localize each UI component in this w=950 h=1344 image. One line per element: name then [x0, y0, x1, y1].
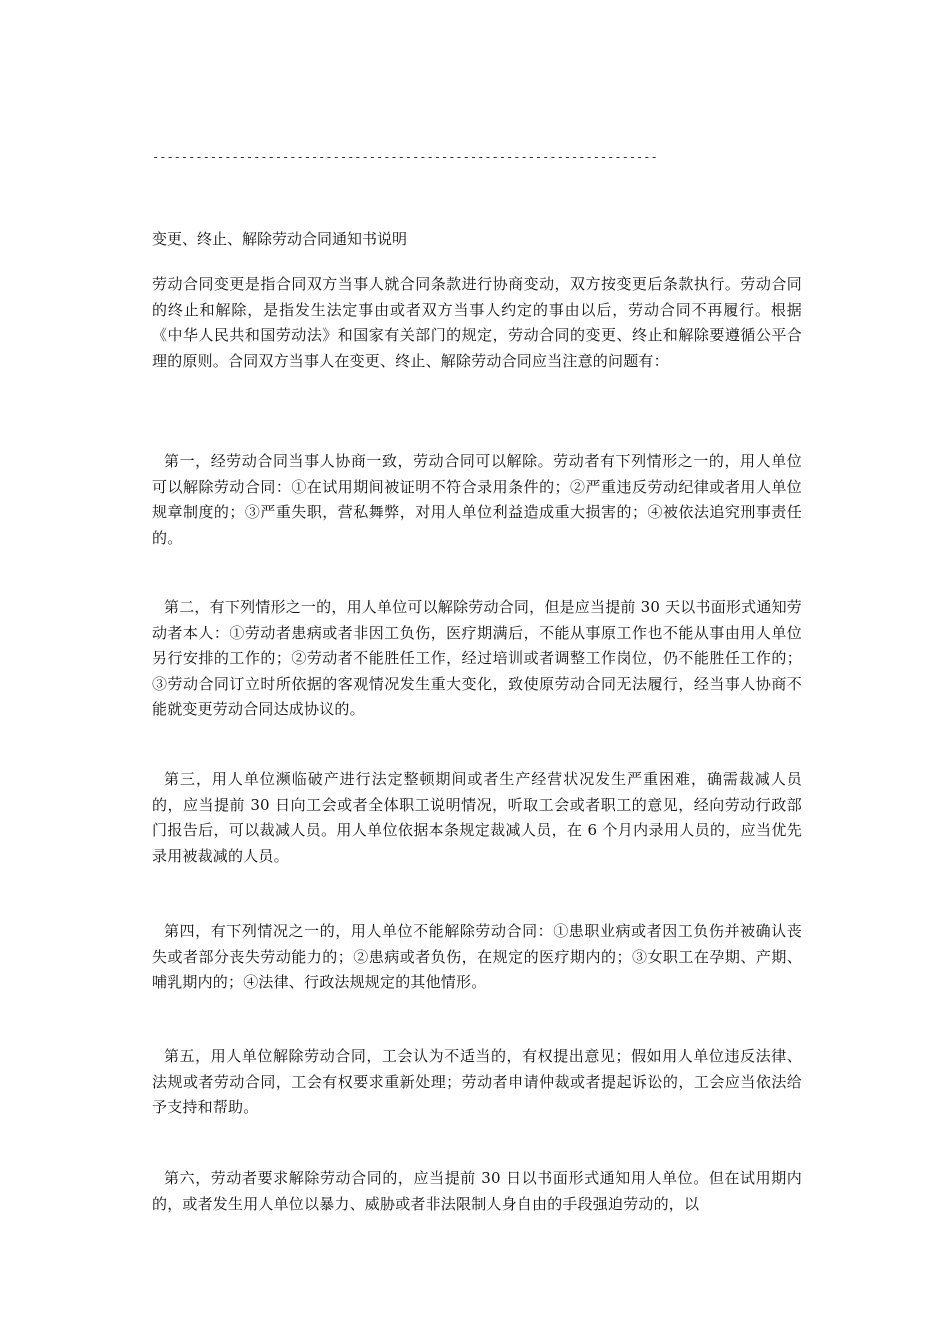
separator-line: ---------------------------------------------------------------------- [152, 150, 658, 164]
document-title: 变更、终止、解除劳动合同通知书说明 [152, 230, 408, 248]
section-paragraph-5: 第五，用人单位解除劳动合同，工会认为不适当的，有权提出意见；假如用人单位违反法律、法规或者劳动合同，工会有权要求重新处理；劳动者申请仲裁或者提起诉讼的，工会应当依法给予支持和帮助。 [152, 1047, 802, 1116]
section-paragraph-6: 第六，劳动者要求解除劳动合同的，应当提前 30 日以书面形式通知用人单位。但在试用期内的，或者发生用人单位以暴力、威胁或者非法限制人身自由的手段强迫劳动的，以 [152, 1169, 802, 1213]
section-paragraph-4: 第四，有下列情况之一的，用人单位不能解除劳动合同：①患职业病或者因工负伤并被确认丧失或者部分丧失劳动能力的；②患病或者负伤，在规定的医疗期内的；③女职工在孕期、产期、哺乳期内的；④法律、行政法规规定的其他情形。 [152, 922, 802, 991]
section-paragraph-2: 第二，有下列情形之一的，用人单位可以解除劳动合同，但是应当提前 30 天以书面形式通知劳动者本人：①劳动者患病或者非因工负伤，医疗期满后，不能从事原工作也不能从事由用人单位另行安排的工作的；②劳动者不能胜任工作，经过培训或者调整工作岗位，仍不能胜任工作的；③劳动合同订立时所依据的客观情况发生重大变化，致使原劳动合同无法履行，经当事人协商不能就变更劳动合同达成协议的。 [152, 598, 802, 718]
intro-paragraph: 劳动合同变更是指合同双方当事人就合同条款进行协商变动，双方按变更后条款执行。劳动合同的终止和解除，是指发生法定事由或者双方当事人约定的事由以后，劳动合同不再履行。根据《中华人民共和国劳动法》和国家有关部门的规定，劳动合同的变更、终止和解除要遵循公平合理的原则。合同双方当事人在变更、终止、解除劳动合同应当注意的问题有： [152, 275, 802, 370]
section-paragraph-1: 第一，经劳动合同当事人协商一致，劳动合同可以解除。劳动者有下列情形之一的，用人单位可以解除劳动合同：①在试用期间被证明不符合录用条件的；②严重违反劳动纪律或者用人单位规章制度的；③严重失职，营私舞弊，对用人单位利益造成重大损害的；④被依法追究刑事责任的。 [152, 452, 802, 547]
section-paragraph-3: 第三，用人单位濒临破产进行法定整顿期间或者生产经营状况发生严重困难，确需裁减人员的，应当提前 30 日向工会或者全体职工说明情况，听取工会或者职工的意见，经向劳动行政部门报告后，可以裁减人员。用人单位依据本条规定裁减人员，在 6 个月内录用人员的，应当优先录用被裁减的人员。 [152, 770, 802, 865]
